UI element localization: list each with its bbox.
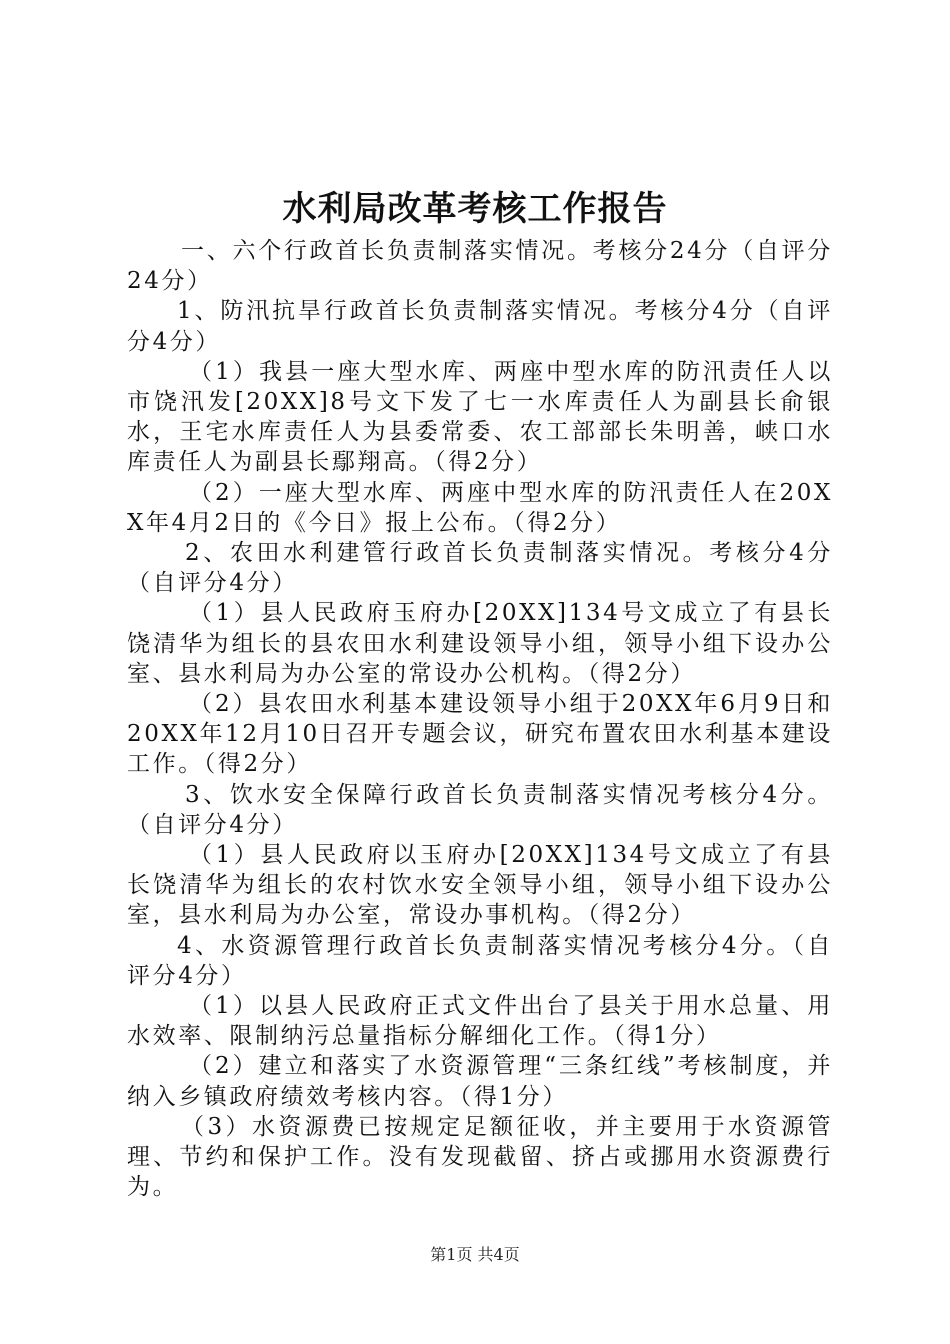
paragraph: （3）水资源费已按规定足额征收，并主要用于水资源管理、节约和保护工作。没有发现截留、挤占或挪用水资源费行为。 (127, 1113, 833, 1201)
paragraph: （1）县人民政府以玉府办[20XX]134号文成立了有县长饶清华为组长的农村饮水安全领导小组，领导小组下设办公室，县水利局为办公室，常设办事机构。（得2分） (127, 842, 833, 929)
paragraph: （2）建立和落实了水资源管理“三条红线”考核制度，并纳入乡镇政府绩效考核内容。（得1分） (127, 1053, 833, 1110)
paragraph: （1）以县人民政府正式文件出台了县关于用水总量、用水效率、限制纳污总量指标分解细化工作。（得1分） (127, 993, 833, 1050)
paragraph: 1、防汛抗旱行政首长负责制落实情况。考核分4分（自评分4分） (127, 298, 833, 355)
paragraph: 2、农田水利建管行政首长负责制落实情况。考核分4分（自评分4分） (127, 540, 833, 597)
paragraph: （2）县农田水利基本建设领导小组于20XX年6月9日和20XX年12月10日召开专题会议，研究布置农田水利基本建设工作。（得2分） (127, 691, 833, 778)
paragraph: （1）我县一座大型水库、两座中型水库的防汛责任人以市饶汛发[20XX]8号文下发了七一水库责任人为副县长俞银水，王宅水库责任人为县委常委、农工部部长朱明善，峡口水库责任人为副县长鄢翔高。（得2分） (127, 358, 833, 476)
paragraph: 3、饮水安全保障行政首长负责制落实情况考核分4分。（自评分4分） (127, 781, 833, 838)
document-title: 水利局改革考核工作报告 (282, 189, 668, 229)
page-number-footer: 第1页 共4页 (430, 1245, 520, 1264)
paragraph: （2）一座大型水库、两座中型水库的防汛责任人在20XX年4月2日的《今日》报上公布。（得2分） (127, 479, 833, 536)
paragraph: 一、六个行政首长负责制落实情况。考核分24分（自评分24分） (127, 238, 833, 295)
document-body (127, 236, 833, 1203)
paragraph: 4、水资源管理行政首长负责制落实情况考核分4分。（自评分4分） (127, 932, 833, 989)
paragraph: （1）县人民政府玉府办[20XX]134号文成立了有县长饶清华为组长的县农田水利建设领导小组，领导小组下设办公室、县水利局为办公室的常设办公机构。（得2分） (127, 600, 833, 687)
